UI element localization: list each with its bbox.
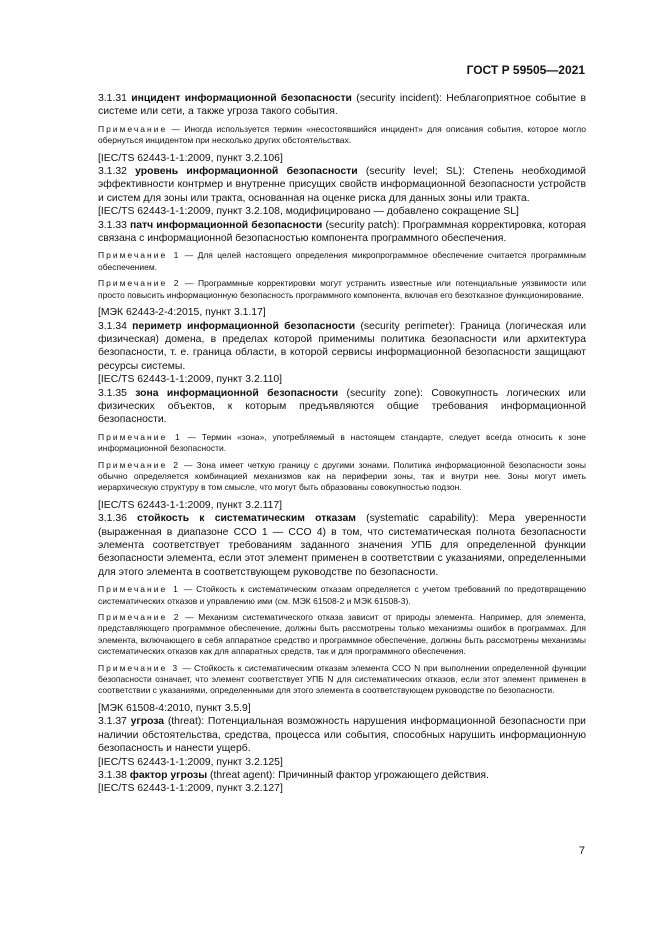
term-definition: (security perimeter): Граница (логическая или физическая) домена, в пределах которой применимы политика безопасности или архитектура безопасности, т. е. граница области, в которой сервисы информационной безопасности защищают ресурсы системы. xyxy=(98,320,586,372)
note-text: — Термин «зона», употребляемый в настоящем стандарте, следует всегда относить к зоне информационной безопасности. xyxy=(98,431,586,454)
term-number: 3.1.35 xyxy=(98,387,127,399)
term-source: [МЭК 62443-2-4:2015, пункт 3.1.17] xyxy=(98,307,266,319)
term-entry xyxy=(76,92,586,119)
note-label: Примечание 2 xyxy=(98,459,180,470)
term-definition: (threat): Потенциальная возможность нарушения информационной безопасности при наличии обстоятельства, средства, процесса или события, способных нарушить информационную безопасность и нанести ущерб. xyxy=(98,716,586,755)
term-note xyxy=(76,584,586,607)
term-note xyxy=(76,612,586,658)
term-note xyxy=(76,124,586,147)
term-source: [IEC/TS 62443-1-1:2009, пункт 3.2.117] xyxy=(98,499,283,511)
term-source: [IEC/TS 62443-1-1:2009, пункт 3.2.110] xyxy=(98,374,283,386)
note-label: Примечание xyxy=(98,123,168,134)
term-name: периметр информационной безопасности xyxy=(132,320,356,332)
term-note xyxy=(76,278,586,301)
note-text: — Зона имеет четкую границу с другими зонами. Политика информационной безопасности зоны обычно определяется комбинацией механизмов как на периферии зоны, так и внутри нее. Зоны могут иметь иерархическую структуру в том смысле, что могут быть образованы совокупностью подзон. xyxy=(98,459,586,493)
note-label: Примечание 1 xyxy=(98,431,182,442)
note-text: — Иногда используется термин «несостоявшийся инцидент» для описания события, которое могло обернуться инцидентом при несколько других обстоятельствах. xyxy=(98,123,586,146)
term-entry xyxy=(76,769,586,782)
term-source: [МЭК 61508-4:2010, пункт 3.5.9] xyxy=(98,702,251,714)
term-name: зона информационной безопасности xyxy=(135,387,339,399)
term-name: уровень информационной безопасности xyxy=(135,166,358,178)
note-text: — Программные корректировки могут устранить известные или потенциальные уязвимости или просто повысить информационную безопасность программного компонента, включая его безотказное функционирование. xyxy=(98,278,586,300)
term-note xyxy=(76,250,586,273)
term-note xyxy=(76,460,586,494)
term-note xyxy=(76,663,586,697)
page-number: 7 xyxy=(578,845,585,857)
note-text: — Стойкость к систематическим отказам элемента CCO N при выполнении определенной функции безопасности означает, что элемент соответствует УПБ N для систематических отказов, если этот элемент применен в соответствии с указаниями, определенными для этого элемента в соответствующем руководстве по безопасности. xyxy=(98,662,586,696)
term-number: 3.1.37 xyxy=(98,716,127,728)
term-entry xyxy=(76,387,586,427)
term-name: инцидент информационной безопасности xyxy=(131,93,352,104)
note-label: Примечание 2 xyxy=(98,612,181,623)
term-name: фактор угрозы xyxy=(129,769,208,781)
term-entry xyxy=(76,715,586,755)
document-header: ГОСТ Р 59505—2021 xyxy=(466,63,585,77)
term-name: патч информационной безопасности xyxy=(130,219,323,231)
term-definition: (threat agent): Причинный фактор угрожающего действия. xyxy=(209,769,489,781)
term-definition: (systematic capability): Мера уверенности (выраженная в диапазоне CCO 1 — CCO 4) в том, что систематическая полнота безопасности элемента соответствует требованиям заданного значения УПБ для определенной функции безопасности элемента, если этот элемент применен в соответствии с указаниями, определенными для этого элемента в соответствующем руководстве по безопасности. xyxy=(98,513,587,578)
term-note xyxy=(76,432,586,455)
term-number: 3.1.36 xyxy=(98,513,127,525)
term-number: 3.1.38 xyxy=(98,769,127,781)
term-definition: (security patch): Программная корректировка, которая связана с информационной безопасностью компонента программного обеспечения. xyxy=(98,219,587,245)
term-source: [IEC/TS 62443-1-1:2009, пункт 3.2.125] xyxy=(98,756,283,768)
term-source: [IEC/TS 62443-1-1:2009, пункт 3.2.108, модифицировано — добавлено сокращение SL] xyxy=(98,206,519,218)
term-definition: (security zone): Совокупность логических или физических объектов, к которым предъявляются общие требования информационной безопасности. xyxy=(98,387,586,426)
term-entry xyxy=(76,219,586,246)
note-label: Примечание 1 xyxy=(98,250,181,261)
note-label: Примечание 1 xyxy=(98,584,180,595)
document-body xyxy=(76,92,586,796)
term-number: 3.1.31 xyxy=(98,93,127,104)
term-name: угроза xyxy=(130,716,165,728)
term-number: 3.1.33 xyxy=(98,219,127,231)
term-name: стойкость к систематическим отказам xyxy=(137,513,356,525)
term-source: [IEC/TS 62443-1-1:2009, пункт 3.2.127] xyxy=(98,783,283,795)
term-entry xyxy=(76,165,586,205)
term-definition: (security level; SL): Степень необходимой эффективности контрмер и внутренне присущих свойств информационной безопасности устройств и систем для зоны или тракта, основанная на оценке риска для данных зоны или тракта. xyxy=(98,166,586,204)
note-text: — Механизм систематического отказа зависит от природы элемента. Например, для элемента, представляющего программное обеспечение, должны быть рассмотрены только механизмы ошибок в программах. Для элемента, включающего в себя аппаратное средство и программное обеспечение, должны быть рассмотрены механизмы систематических отказов как для аппаратных средств, так и для программного обеспечения. xyxy=(98,612,586,657)
note-label: Примечание 3 xyxy=(98,662,180,673)
note-text: — Стойкость к систематическим отказам определяется с учетом требований по предотвращению систематических отказов и управлению ими (см. МЭК 61508-2 и МЭК 61508-3). xyxy=(98,584,586,606)
term-number: 3.1.34 xyxy=(98,320,127,332)
term-entry xyxy=(76,320,586,374)
term-definition: (security incident): Неблагоприятное событие в системе или сети, а также угроза такого события. xyxy=(98,93,586,118)
term-source: [IEC/TS 62443-1-1:2009, пункт 3.2.106] xyxy=(98,152,283,164)
term-number: 3.1.32 xyxy=(98,166,127,178)
term-entry xyxy=(76,512,586,579)
note-text: — Для целей настоящего определения микропрограммное обеспечение считается программным обеспечением. xyxy=(98,250,586,272)
note-label: Примечание 2 xyxy=(98,278,181,289)
